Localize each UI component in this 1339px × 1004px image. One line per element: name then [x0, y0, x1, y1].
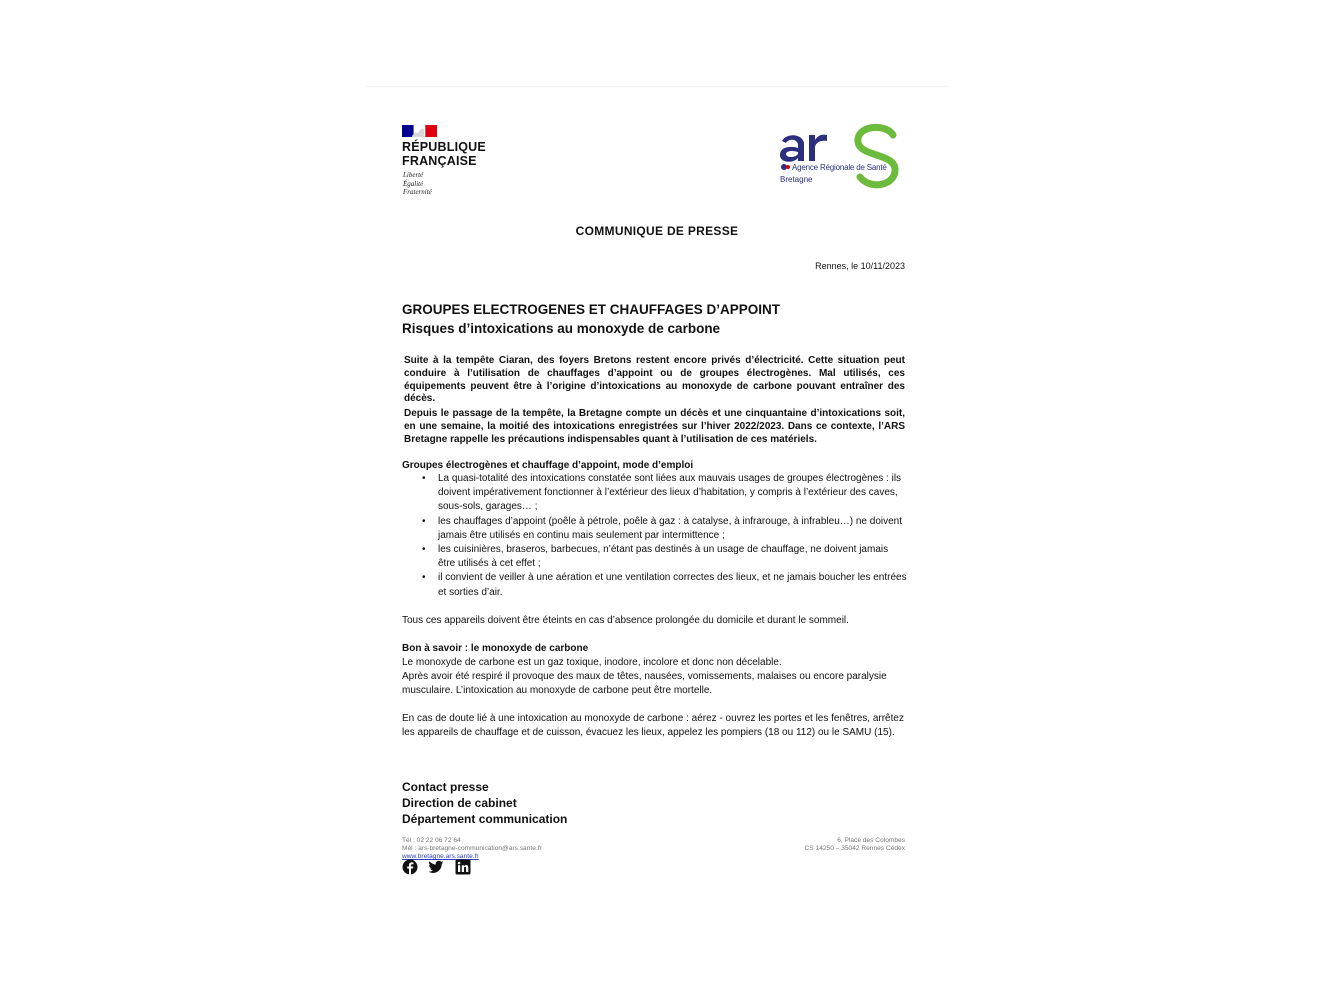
- address-line-1: 6, Place des Colombes: [837, 837, 905, 844]
- contact-department: Département communication: [402, 812, 568, 826]
- linkedin-icon[interactable]: [455, 859, 471, 875]
- list-item: • il convient de veiller à une aération et une ventilation correctes des lieux, et ne jamais boucher les entrées et sorties d’air.: [402, 571, 907, 599]
- devise-egalite: Égalité: [403, 179, 424, 188]
- press-release-title: COMMUNIQUE DE PRESSE: [575, 224, 739, 238]
- website-link[interactable]: www.bretagne.ars.sante.fr: [402, 853, 479, 860]
- social-links: [402, 859, 477, 875]
- ars-region-label: Bretagne: [780, 175, 813, 184]
- francaise-label: FRANÇAISE: [402, 154, 477, 168]
- facebook-icon[interactable]: [402, 859, 418, 875]
- list-item: • les cuisinières, braseros, barbecues, n’étant pas destinés à un usage de chauffage, ne doivent jamais être utilisés à cet effet ;: [402, 543, 907, 571]
- date-line: Rennes, le 10/11/2023: [815, 261, 905, 271]
- ars-agency-label: Agence Régionale de Santé: [792, 163, 887, 172]
- devise-fraternite: Fraternité: [403, 188, 432, 196]
- republique-label: RÉPUBLIQUE: [402, 140, 486, 154]
- devise-liberte: Liberté: [403, 171, 424, 179]
- intro-paragraph-1: Suite à la tempête Ciaran, des foyers Bretons restent encore privés d’électricité. Cette situation peut conduire à l’utilisation de chauffages d’appoint ou de groupes électrogènes. Mal utilisés, ces équipements peuvent être à l’origine d’intoxications au monoxyde de carbone pouvant entraîner des décès.: [404, 355, 905, 405]
- list-item: • les chauffages d’appoint (poêle à pétrole, poêle à gaz : à catalyse, à infrarouge, à infrableu…) ne doivent jamais être utilisés en continu mais seulement par intermittence ;: [402, 515, 907, 543]
- email-line[interactable]: Mél : ars-bretagne-communication@ars.sante.fr: [402, 845, 542, 852]
- intro-paragraph-2: Depuis le passage de la tempête, la Bretagne compte un décès et une cinquantaine d’intoxications soit, en une semaine, la moitié des intoxications enregistrées sur l’hiver 2022/2023. Dans ce contexte, l’ARS Bretagne rappelle les précautions indispensables quant à l’utilisation de ces matériels.: [404, 408, 905, 445]
- twitter-icon[interactable]: [428, 859, 444, 875]
- address-line-2: CS 14250 – 35042 Rennes Cédex: [804, 845, 905, 852]
- all-devices-paragraph: Tous ces appareils doivent être éteints en cas d’absence prolongée du domicile et durant le sommeil.: [402, 615, 849, 626]
- precautions-list: [402, 472, 907, 600]
- document-title: GROUPES ELECTROGENES ET CHAUFFAGES D’APPOINT: [402, 302, 781, 317]
- doubt-paragraph: En cas de doute lié à une intoxication au monoxyde de carbone : aérez - ouvrez les portes et les fenêtres, arrêtez les appareils de chauffage et de cuisson, évacuez les lieux, appelez les pompiers (18 ou 112) ou le SAMU (15).: [402, 713, 904, 739]
- ars-dot-red: [786, 165, 790, 169]
- contact-press: Contact presse: [402, 780, 489, 794]
- section-1-title: Groupes électrogènes et chauffage d’appoint, mode d’emploi: [402, 460, 694, 471]
- contact-cabinet: Direction de cabinet: [402, 796, 517, 810]
- section-2-title: Bon à savoir : le monoxyde de carbone: [402, 643, 589, 654]
- document-subtitle: Risques d’intoxications au monoxyde de carbone: [402, 321, 721, 336]
- phone-line: Tél : 02 22 06 72 64: [402, 837, 461, 844]
- list-item: • La quasi-totalité des intoxications constatée sont liées aux mauvais usages de groupes électrogènes : ils doivent impérativement fonctionner à l’extérieur des lieux d’habitation, y compris à l’extérieur des caves, sous-sols, garages… ;: [402, 472, 907, 515]
- marianne-flag-icon: [402, 125, 437, 137]
- section-2-line-2: Après avoir été respiré il provoque des maux de têtes, nausées, vomissements, malaises ou encore paralysie musculaire. L’intoxication au monoxyde de carbone peut être mortelle.: [402, 671, 887, 697]
- document-page: [366, 86, 948, 987]
- section-2-line-1: Le monoxyde de carbone est un gaz toxique, inodore, incolore et donc non décelable.: [402, 657, 782, 668]
